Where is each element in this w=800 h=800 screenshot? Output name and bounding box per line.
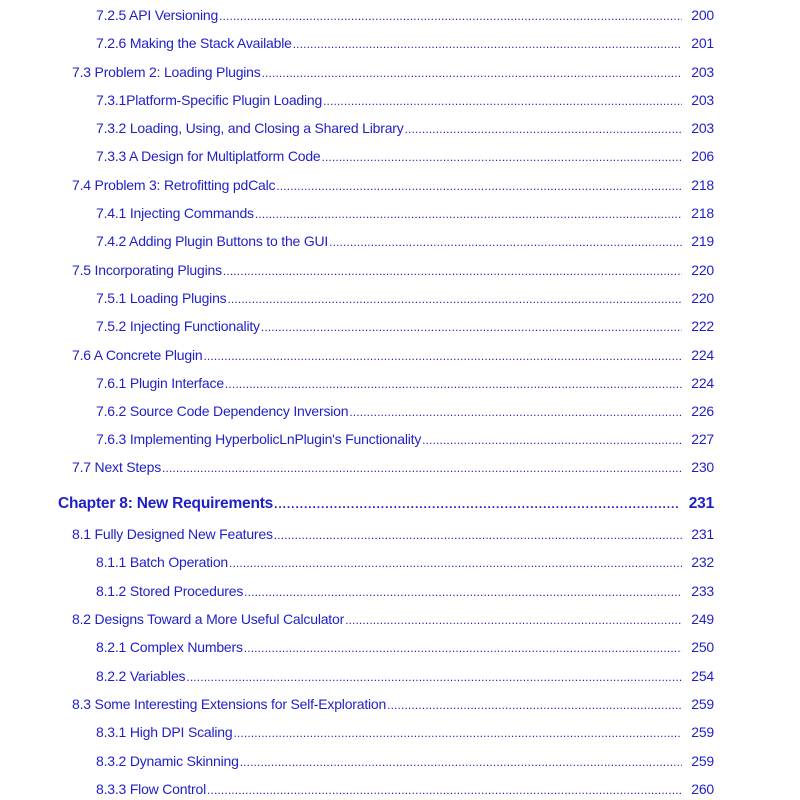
- toc-entry[interactable]: [96, 429, 714, 449]
- dot-leader: [207, 780, 682, 800]
- toc-entry-title: 8.1.2 Stored Procedures: [96, 583, 244, 599]
- toc-entry-page-number: 259: [691, 696, 714, 712]
- toc-entry-title: 8.3.1 High DPI Scaling: [96, 724, 233, 740]
- toc-entry-title: 7.6 A Concrete Plugin: [72, 347, 203, 363]
- toc-entry[interactable]: [96, 666, 714, 686]
- toc-entry-page-number: 231: [691, 526, 714, 542]
- toc-entry-page-number: 250: [691, 639, 714, 655]
- toc-entry-page-number: 224: [691, 347, 714, 363]
- toc-entry[interactable]: [96, 373, 714, 393]
- toc-entry-title: 7.6.2 Source Code Dependency Inversion: [96, 403, 349, 419]
- toc-chapter-entry[interactable]: [58, 493, 714, 515]
- toc-entry[interactable]: [96, 231, 714, 251]
- toc-entry[interactable]: [96, 146, 714, 166]
- toc-entry-title: 8.3 Some Interesting Extensions for Self-Exploration: [72, 696, 387, 712]
- toc-entry-title: 7.5.2 Injecting Functionality: [96, 318, 260, 334]
- toc-entry-page-number: 259: [691, 724, 714, 740]
- dot-leader: [322, 147, 683, 167]
- toc-entry-title: 7.5 Incorporating Plugins: [72, 262, 222, 278]
- dot-leader: [422, 430, 682, 450]
- dot-leader: [233, 723, 682, 743]
- toc-entry-page-number: 230: [691, 459, 714, 475]
- toc-entry[interactable]: [96, 5, 714, 25]
- toc-entry-page-number: 227: [691, 431, 714, 447]
- dot-leader: [162, 458, 682, 478]
- toc-entry[interactable]: [96, 401, 714, 421]
- toc-entry-title: 7.2.5 API Versioning: [96, 7, 219, 23]
- dot-leader: [293, 34, 682, 54]
- toc-entry[interactable]: [72, 457, 714, 477]
- toc-entry-title: 7.4 Problem 3: Retrofitting pdCalc: [72, 177, 276, 193]
- dot-leader: [387, 695, 682, 715]
- toc-entry-page-number: 224: [691, 375, 714, 391]
- toc-entry[interactable]: [96, 288, 714, 308]
- dot-leader: [240, 752, 682, 772]
- toc-entry-page-number: 203: [691, 120, 714, 136]
- toc-entry-page-number: 260: [691, 781, 714, 797]
- dot-leader: [225, 374, 682, 394]
- toc-entry-page-number: 259: [691, 753, 714, 769]
- toc-entry[interactable]: [96, 637, 714, 657]
- toc-entry-title: 7.2.6 Making the Stack Available: [96, 35, 292, 51]
- toc-entry[interactable]: [96, 722, 714, 742]
- toc-entry[interactable]: [96, 316, 714, 336]
- dot-leader: [274, 493, 680, 515]
- toc-entry[interactable]: [72, 609, 714, 629]
- toc-entry-page-number: 220: [691, 262, 714, 278]
- toc-entry-title: 7.5.1 Loading Plugins: [96, 290, 227, 306]
- toc-entry[interactable]: [72, 345, 714, 365]
- toc-entry-page-number: 203: [691, 64, 714, 80]
- toc-entry[interactable]: [96, 779, 714, 799]
- toc-entry-title: 7.3.1Platform-Specific Plugin Loading: [96, 92, 323, 108]
- dot-leader: [255, 204, 682, 224]
- toc-entry-page-number: 200: [691, 7, 714, 23]
- dot-leader: [223, 261, 682, 281]
- dot-leader: [227, 289, 682, 309]
- toc-entry-page-number: 222: [691, 318, 714, 334]
- toc-entry-page-number: 201: [691, 35, 714, 51]
- toc-entry-title: 7.3.3 A Design for Multiplatform Code: [96, 148, 321, 164]
- toc-entry[interactable]: [96, 118, 714, 138]
- dot-leader: [261, 317, 682, 337]
- toc-entry[interactable]: [96, 751, 714, 771]
- toc-entry-title: 7.3.2 Loading, Using, and Closing a Shared Library: [96, 120, 404, 136]
- toc-entry-page-number: 254: [691, 668, 714, 684]
- toc-entry-title: 8.1 Fully Designed New Features: [72, 526, 273, 542]
- toc-entry-title: 8.2 Designs Toward a More Useful Calculator: [72, 611, 345, 627]
- toc-entry[interactable]: [96, 552, 714, 572]
- dot-leader: [329, 232, 682, 252]
- toc-entry-title: 7.6.1 Plugin Interface: [96, 375, 224, 391]
- toc-entry[interactable]: [96, 90, 714, 110]
- toc-entry-title: 7.4.2 Adding Plugin Buttons to the GUI: [96, 233, 329, 249]
- toc-entry-title: Chapter 8: New Requirements: [58, 495, 274, 512]
- toc-entry-page-number: 203: [691, 92, 714, 108]
- toc-entry-title: 7.3 Problem 2: Loading Plugins: [72, 64, 261, 80]
- toc-entry-page-number: 249: [691, 611, 714, 627]
- toc-entry-title: 8.3.2 Dynamic Skinning: [96, 753, 239, 769]
- toc-entry-page-number: 226: [691, 403, 714, 419]
- dot-leader: [405, 119, 682, 139]
- toc-entry-page-number: 218: [691, 205, 714, 221]
- dot-leader: [244, 582, 682, 602]
- toc-entry[interactable]: [96, 33, 714, 53]
- toc-entry-page-number: 233: [691, 583, 714, 599]
- toc-entry-title: 8.3.3 Flow Control: [96, 781, 207, 797]
- dot-leader: [276, 176, 682, 196]
- toc-entry-title: 8.1.1 Batch Operation: [96, 554, 228, 570]
- dot-leader: [229, 553, 682, 573]
- toc-entry-page-number: 206: [691, 148, 714, 164]
- dot-leader: [219, 6, 682, 26]
- dot-leader: [262, 63, 682, 83]
- toc-entry-page-number: 219: [691, 233, 714, 249]
- toc-entry[interactable]: [72, 62, 714, 82]
- toc-entry[interactable]: [72, 524, 714, 544]
- toc-entry[interactable]: [72, 260, 714, 280]
- toc-entry-title: 8.2.1 Complex Numbers: [96, 639, 243, 655]
- dot-leader: [274, 525, 682, 545]
- dot-leader: [345, 610, 682, 630]
- toc-entry-page-number: 231: [688, 495, 714, 512]
- dot-leader: [203, 346, 682, 366]
- toc-entry-page-number: 232: [691, 554, 714, 570]
- toc-entry[interactable]: [96, 203, 714, 223]
- toc-entry-title: 8.2.2 Variables: [96, 668, 186, 684]
- toc-entry-page-number: 220: [691, 290, 714, 306]
- toc-entry-title: 7.7 Next Steps: [72, 459, 162, 475]
- toc-entry-title: 7.4.1 Injecting Commands: [96, 205, 254, 221]
- dot-leader: [186, 667, 682, 687]
- toc-entry[interactable]: [72, 694, 714, 714]
- toc-entry-page-number: 218: [691, 177, 714, 193]
- toc-entry[interactable]: [96, 581, 714, 601]
- dot-leader: [323, 91, 682, 111]
- toc-entry[interactable]: [72, 175, 714, 195]
- dot-leader: [244, 638, 682, 658]
- toc-entry-title: 7.6.3 Implementing HyperbolicLnPlugin's Functionality: [96, 431, 422, 447]
- dot-leader: [349, 402, 682, 422]
